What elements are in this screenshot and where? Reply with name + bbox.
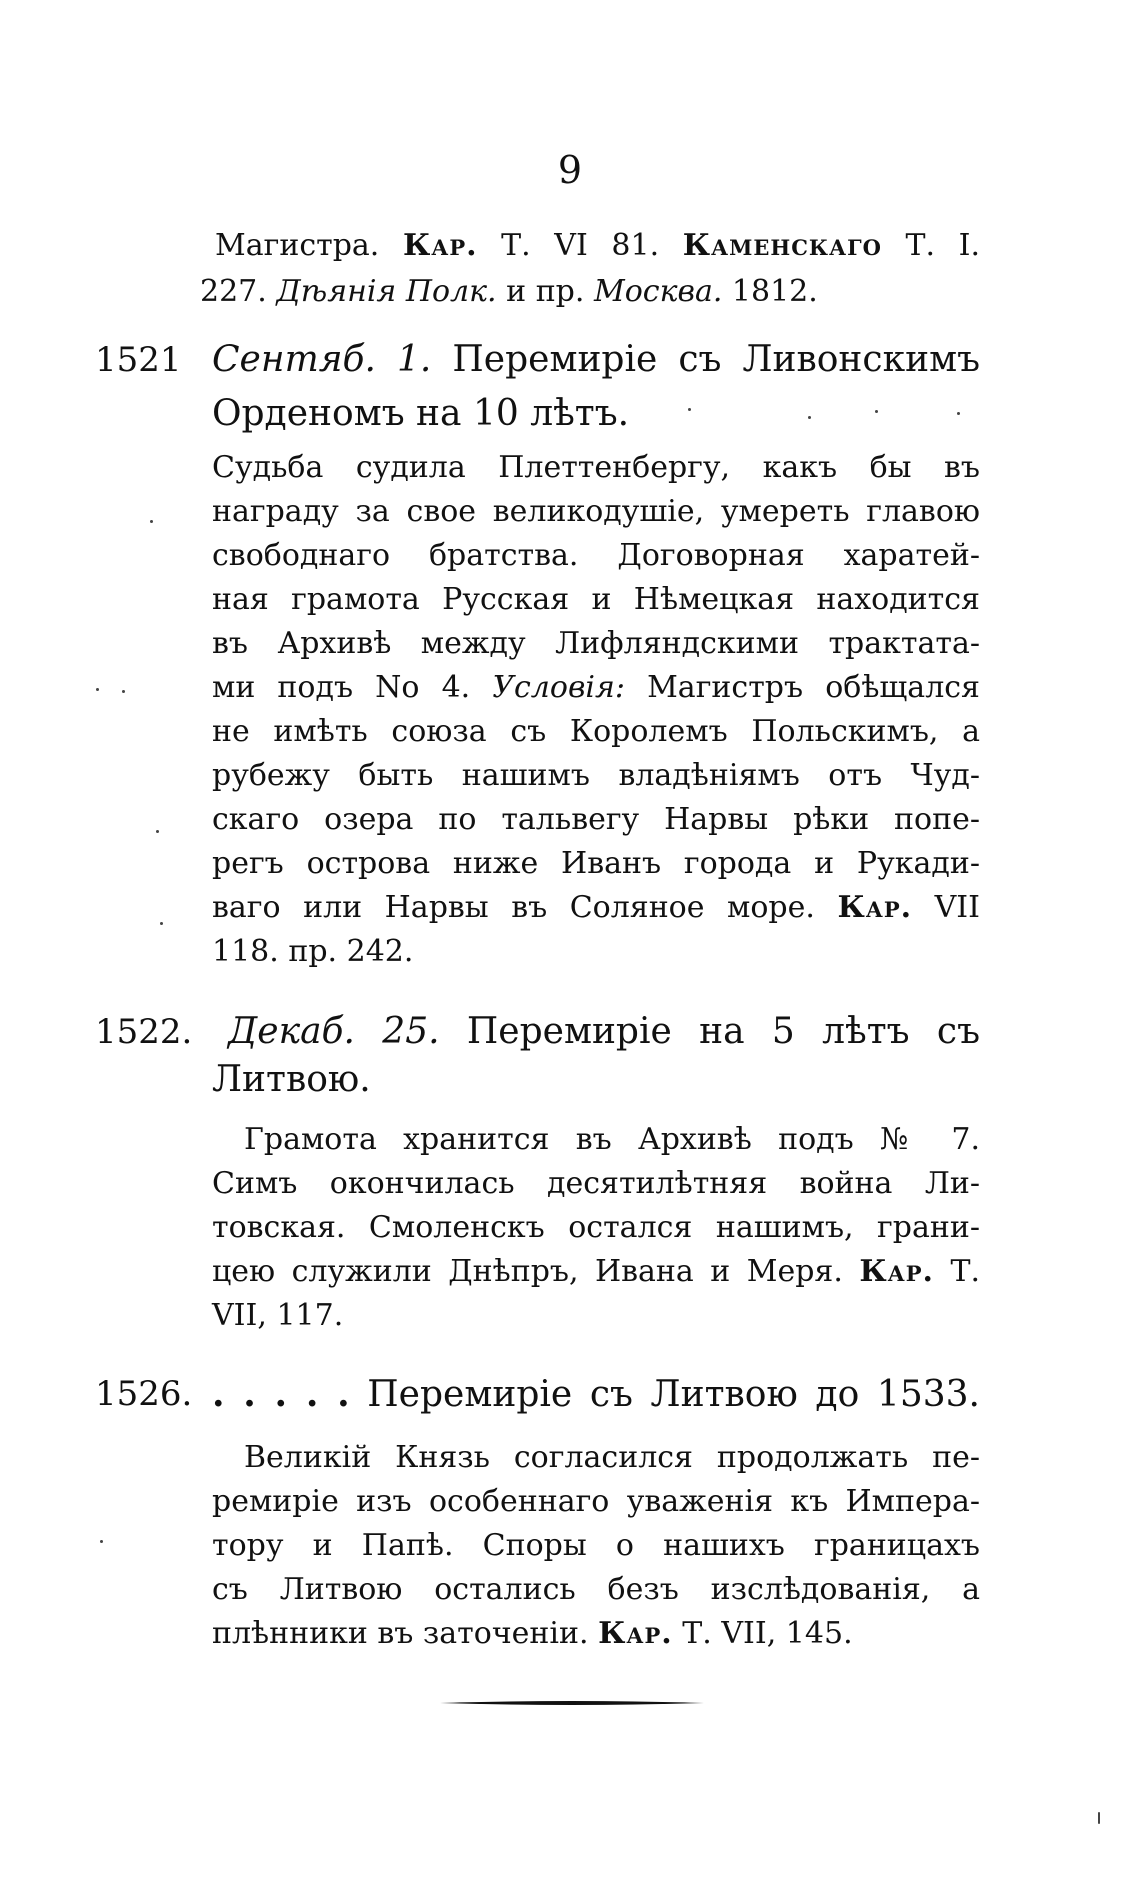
body-line: товская. Смоленскъ остался нашимъ, грани- — [212, 1210, 980, 1245]
body-text: плѣнники въ заточеніи. — [212, 1616, 589, 1651]
body-line: ная грамота Русская и Нѣмецкая находится — [212, 582, 980, 617]
entry-date: Сентяб. 1. — [212, 339, 432, 380]
body-line — [212, 670, 980, 706]
body-line: съ Литвою остались безъ изслѣдованія, а — [212, 1572, 980, 1607]
body-line: Великій Князь согласился продолжать пе- — [244, 1440, 980, 1475]
entry-year: 1522. — [95, 1012, 193, 1052]
page-number: 9 — [557, 148, 583, 192]
entry-year: 1526. — [95, 1374, 193, 1414]
entry-heading-1 — [228, 1010, 980, 1054]
entry-date: . . . . . — [212, 1373, 350, 1415]
entry-heading-1 — [212, 1372, 980, 1417]
body-kar: Кар. — [837, 890, 913, 925]
body-ref: Т. VII, 145. — [682, 1616, 853, 1651]
body-text: ми подъ No 4. — [212, 670, 471, 705]
body-kar: Кар. — [598, 1616, 673, 1651]
entry-heading-text: Перемиріе съ Литвою до 1533. — [367, 1374, 980, 1415]
body-line: регъ острова ниже Иванъ города и Рукади- — [212, 846, 980, 881]
intro-kar: Кар. — [402, 228, 478, 263]
body-text: Магистръ обѣщался — [647, 670, 980, 705]
entry-heading-text: Перемиріе на 5 лѣтъ съ — [466, 1011, 980, 1052]
entry-heading-2: Литвою. — [212, 1059, 371, 1100]
body-line: VII, 117. — [212, 1298, 344, 1333]
body-line: не имѣть союза съ Королемъ Польскимъ, а — [212, 714, 980, 749]
intro-text: Магистра. — [215, 228, 380, 263]
body-line: 118. пр. 242. — [212, 934, 414, 969]
intro-line-1 — [215, 228, 980, 264]
body-line: свободнаго братства. Договорная харатей- — [212, 538, 980, 573]
body-line — [212, 1254, 980, 1290]
body-line: рубежу быть нашимъ владѣніямъ отъ Чуд- — [212, 758, 980, 793]
body-line: ремиріе изъ особеннаго уваженія къ Импера- — [212, 1484, 980, 1519]
entry-year: 1521 — [95, 340, 182, 380]
end-ornament — [440, 1700, 704, 1706]
body-ref: VII — [934, 890, 980, 925]
body-line: Грамота хранится въ Архивѣ подъ № 7. — [244, 1122, 980, 1157]
intro-line-2 — [200, 274, 818, 310]
body-kar: Кар. — [859, 1254, 934, 1289]
body-line: награду за свое великодушіе, умереть главою — [212, 494, 980, 529]
intro-deyaniya: Дѣянія Полк. — [276, 274, 497, 309]
body-text: цею служили Днѣпръ, Ивана и Меря. — [212, 1254, 843, 1289]
entry-heading-text: Перемиріе съ Ливонскимъ — [452, 339, 980, 380]
intro-year: 1812. — [731, 274, 818, 309]
intro-moskva: Москва. — [593, 274, 723, 309]
entry-heading-2: Орденомъ на 10 лѣтъ. — [212, 393, 630, 434]
entry-date: Декаб. 25. — [228, 1011, 440, 1052]
body-usloviya: Условія: — [492, 670, 625, 705]
body-line: тору и Папѣ. Споры о нашихъ границахъ — [212, 1528, 980, 1563]
entry-heading-1 — [212, 338, 980, 382]
body-line: Судьба судила Плеттенбергу, какъ бы въ — [212, 450, 980, 485]
intro-num: 227. — [200, 274, 267, 309]
body-ref: Т. — [950, 1254, 980, 1289]
body-line — [212, 890, 980, 926]
intro-kamenskago: Каменскаго — [682, 228, 882, 263]
body-line — [212, 1616, 853, 1652]
intro-ref-end: Т. I. — [905, 228, 981, 263]
intro-mid: и пр. — [506, 274, 585, 309]
body-text: ваго или Нарвы въ Соляное море. — [212, 890, 815, 925]
intro-ref: Т. VI 81. — [501, 228, 660, 263]
body-line: скаго озера по тальвегу Нарвы рѣки попе- — [212, 802, 980, 837]
body-line: Симъ окончилась десятилѣтняя война Ли- — [212, 1166, 980, 1201]
body-line: въ Архивѣ между Лифляндскими трактата- — [212, 626, 980, 661]
